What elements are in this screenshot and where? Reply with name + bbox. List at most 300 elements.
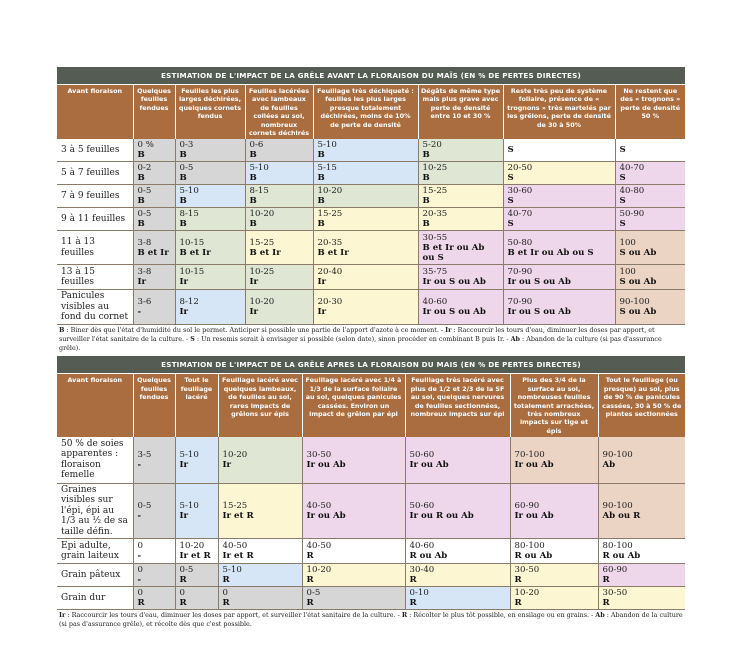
loss-percentage: 40-80 xyxy=(619,186,645,197)
column-header: Feuilles les plus larges déchirées, quelques cornets fendus xyxy=(175,85,245,139)
recommended-action: B xyxy=(422,173,430,184)
recommended-action: S xyxy=(619,173,626,184)
loss-percentage: 8-15 xyxy=(249,186,269,197)
table-cell xyxy=(313,139,418,162)
recommended-action: B xyxy=(137,196,145,207)
table-cell xyxy=(405,564,510,587)
recommended-action: Ir xyxy=(179,510,189,521)
table-cell xyxy=(245,265,313,290)
loss-percentage: 20-50 xyxy=(507,163,533,174)
table-cell xyxy=(218,539,302,564)
row-label: 13 à 15 feuilles xyxy=(57,265,133,290)
recommended-action: R xyxy=(306,575,314,586)
table-cell xyxy=(313,265,418,290)
row-label: 50 % de soies apparentes : floraison femelle xyxy=(57,437,133,483)
loss-percentage: 5-10 xyxy=(222,565,242,576)
header-row xyxy=(57,85,685,139)
loss-percentage: 0 xyxy=(137,565,143,576)
loss-percentage: 0 xyxy=(179,588,185,599)
column-header: Tout le feuillage lacéré xyxy=(175,374,218,437)
column-header: Avant floraison xyxy=(57,85,133,139)
loss-percentage: 20-30 xyxy=(317,297,343,308)
recommended-action: Ir et R xyxy=(222,551,254,562)
table-cell xyxy=(405,483,510,539)
footnote-legend xyxy=(57,610,685,630)
recommended-action: Ir xyxy=(179,277,189,288)
recommended-action: B xyxy=(422,150,430,161)
table-cell xyxy=(510,587,598,610)
table-cell xyxy=(418,185,503,208)
loss-percentage: 40-50 xyxy=(306,500,332,511)
legend-key: R xyxy=(401,611,408,620)
recommended-action: Ir ou S ou Ab xyxy=(422,307,486,318)
legend-key: S xyxy=(190,334,195,343)
loss-percentage: 10-20 xyxy=(249,209,275,220)
loss-percentage: 30-50 xyxy=(602,588,628,599)
recommended-action: S ou Ab xyxy=(619,277,657,288)
loss-percentage: 50-90 xyxy=(619,209,645,220)
table-cell xyxy=(615,208,685,231)
table-cell xyxy=(503,231,615,265)
recommended-action: R xyxy=(306,598,314,609)
loss-percentage: 80-100 xyxy=(602,541,633,552)
table-cell xyxy=(510,539,598,564)
loss-percentage: 5-10 xyxy=(179,186,199,197)
loss-percentage: 40-60 xyxy=(409,541,435,552)
recommended-action: - xyxy=(137,459,142,470)
column-header: Reste très peu de système foliaire, présence de « trognons » très martelés par les grêlons, perte de densité de 30 à 50% xyxy=(503,85,615,139)
recommended-action: S xyxy=(619,219,626,230)
table-cell xyxy=(510,437,598,483)
row-label: 9 à 11 feuilles xyxy=(57,208,133,231)
loss-percentage: 0-5 xyxy=(179,163,194,174)
loss-percentage: 3-8 xyxy=(137,267,152,278)
column-header: Quelques feuilles fendues xyxy=(133,85,175,139)
recommended-action: B xyxy=(179,173,187,184)
table-cell xyxy=(133,265,175,290)
column-header: Quelques feuilles fendues xyxy=(133,374,175,437)
table-cell xyxy=(133,185,175,208)
row-label: 11 à 13 feuilles xyxy=(57,231,133,265)
recommended-action: B xyxy=(137,173,145,184)
loss-percentage: 3-6 xyxy=(137,297,152,308)
table-cell xyxy=(615,290,685,325)
table-cell xyxy=(218,437,302,483)
recommended-action: R xyxy=(602,598,610,609)
table-cell xyxy=(175,185,245,208)
recommended-action: R xyxy=(602,575,610,586)
recommended-action: Ir ou Ab xyxy=(306,510,346,521)
recommended-action: B xyxy=(249,196,257,207)
loss-percentage: 10-20 xyxy=(306,565,332,576)
table-row xyxy=(57,162,685,185)
table-cell xyxy=(245,185,313,208)
recommended-action: R xyxy=(222,598,230,609)
loss-percentage: 50-60 xyxy=(409,449,435,460)
recommended-action: - xyxy=(137,575,142,586)
table-row xyxy=(57,483,685,539)
loss-percentage: 30-55 xyxy=(422,232,448,243)
loss-percentage: 0 xyxy=(137,588,143,599)
loss-percentage: 3-5 xyxy=(137,449,152,460)
table-row xyxy=(57,437,685,483)
loss-percentage: 0 % xyxy=(137,140,154,151)
table-cell xyxy=(245,231,313,265)
recommended-action: Ir ou Ab xyxy=(514,510,554,521)
table-cell xyxy=(405,539,510,564)
loss-percentage: 30-50 xyxy=(306,449,332,460)
table-cell xyxy=(503,208,615,231)
recommended-action: S xyxy=(507,173,514,184)
table-cell xyxy=(302,483,405,539)
loss-percentage: 0 xyxy=(222,588,228,599)
table-cell xyxy=(418,231,503,265)
table-cell xyxy=(133,162,175,185)
row-label: 7 à 9 feuilles xyxy=(57,185,133,208)
table-cell xyxy=(245,139,313,162)
recommended-action: B xyxy=(249,219,257,230)
recommended-action: Ir ou S ou Ab xyxy=(507,307,571,318)
row-label: Epi adulte, grain laiteux xyxy=(57,539,133,564)
table-cell xyxy=(175,483,218,539)
recommended-action: R xyxy=(514,598,522,609)
row-label: 3 à 5 feuilles xyxy=(57,139,133,162)
loss-percentage: 10-20 xyxy=(514,588,540,599)
table-cell xyxy=(245,162,313,185)
loss-percentage: 0-5 xyxy=(306,588,321,599)
row-label: 5 à 7 feuilles xyxy=(57,162,133,185)
recommended-action: B xyxy=(317,219,325,230)
table-row xyxy=(57,265,685,290)
legend-key: Ir xyxy=(445,325,452,334)
loss-percentage: 30-60 xyxy=(507,186,533,197)
legend-text: : Un resemis serait à envisager si possible (selon date), sinon procéder en combinant B puis Ir. - xyxy=(194,334,511,343)
table-cell xyxy=(175,539,218,564)
table-cell xyxy=(175,290,245,325)
loss-percentage: 5-10 xyxy=(179,449,199,460)
loss-percentage: 10-20 xyxy=(179,541,205,552)
loss-percentage: 30-40 xyxy=(409,565,435,576)
table-cell xyxy=(133,539,175,564)
loss-percentage: 15-25 xyxy=(249,237,275,248)
recommended-action: Ir xyxy=(317,307,327,318)
loss-percentage: 30-50 xyxy=(514,565,540,576)
table-cell xyxy=(302,587,405,610)
table-cell xyxy=(133,437,175,483)
loss-percentage: 100 xyxy=(619,237,636,248)
table-cell xyxy=(175,208,245,231)
document-body xyxy=(57,67,685,630)
recommended-action: S ou Ab xyxy=(619,307,657,318)
loss-percentage: 90-100 xyxy=(602,449,633,460)
loss-percentage: 15-25 xyxy=(222,500,248,511)
recommended-action: - xyxy=(137,510,142,521)
recommended-action: S ou Ab xyxy=(619,247,657,258)
table-cell xyxy=(175,265,245,290)
recommended-action: S xyxy=(507,196,514,207)
loss-percentage: 5-10 xyxy=(317,140,337,151)
table-cell xyxy=(133,139,175,162)
data-table xyxy=(57,374,685,610)
row-label: Panicules visibles au fond du cornet xyxy=(57,290,133,325)
legend-text: : Biner dès que l'état d'humidité du sol le permet. Anticiper si possible une partie de l'apport d'azote à ce moment. - xyxy=(64,325,446,334)
loss-percentage: 0-5 xyxy=(137,209,152,220)
loss-percentage: 40-50 xyxy=(306,541,332,552)
recommended-action: R xyxy=(409,598,417,609)
loss-percentage: 90-100 xyxy=(619,297,650,308)
recommended-action: Ir xyxy=(222,459,232,470)
recommended-action: S xyxy=(507,219,514,230)
recommended-action: Ir ou S ou Ab xyxy=(507,277,571,288)
loss-percentage: 100 xyxy=(619,267,636,278)
recommended-action: Ir ou Ab xyxy=(409,459,449,470)
legend-key: Ir xyxy=(59,611,66,620)
table-row xyxy=(57,231,685,265)
table-cell xyxy=(175,564,218,587)
recommended-action: B xyxy=(249,150,257,161)
table-cell xyxy=(302,437,405,483)
table-cell xyxy=(313,162,418,185)
column-header: Feuillage lacéré avec 1/4 à 1/3 de la surface foliaire au sol, quelques panicules cassées. Environ un impact de grêlon par épi xyxy=(302,374,405,437)
table-cell xyxy=(218,587,302,610)
recommended-action: R xyxy=(137,598,145,609)
table-cell xyxy=(598,564,685,587)
recommended-action: - xyxy=(137,551,142,562)
table-row xyxy=(57,564,685,587)
recommended-action: B xyxy=(137,219,145,230)
row-label: Grain pâteux xyxy=(57,564,133,587)
loss-percentage: 15-25 xyxy=(422,186,448,197)
table-cell xyxy=(133,564,175,587)
legend-text: : Raccourcir les tours d'eau, diminuer les doses par apport, et surveiller l'état sanitaire de la culture. - xyxy=(65,611,402,620)
recommended-action: B xyxy=(137,150,145,161)
recommended-action: Ir ou Ab xyxy=(306,459,346,470)
loss-percentage: 20-40 xyxy=(317,267,343,278)
loss-percentage: 50-60 xyxy=(409,500,435,511)
loss-percentage: 5-10 xyxy=(249,163,269,174)
recommended-action: B xyxy=(317,173,325,184)
table-cell xyxy=(598,587,685,610)
recommended-action: Ir xyxy=(179,307,189,318)
column-header: Feuilles lacérées avec lambeaux de feuilles collées au sol, nombreux cornets déchirés xyxy=(245,85,313,139)
loss-percentage: 40-60 xyxy=(422,297,448,308)
loss-percentage: 8-12 xyxy=(179,297,199,308)
table-cell xyxy=(503,290,615,325)
column-header: Feuillage lacéré avec quelques lambeaux, de feuilles au sol, rares impacts de grêlons sur épis xyxy=(218,374,302,437)
recommended-action: B xyxy=(249,173,257,184)
table-cell xyxy=(615,139,685,162)
loss-percentage: 10-25 xyxy=(422,163,448,174)
table-cell xyxy=(598,437,685,483)
recommended-action: - xyxy=(137,307,142,318)
table-cell xyxy=(133,483,175,539)
table-cell xyxy=(175,162,245,185)
loss-percentage: 10-20 xyxy=(249,297,275,308)
table-cell xyxy=(302,564,405,587)
row-label: Graines visibles sur l'épi, épi au 1/3 au ½ de sa taille défin. xyxy=(57,483,133,539)
table-cell xyxy=(175,231,245,265)
table-cell xyxy=(405,587,510,610)
table-cell xyxy=(503,139,615,162)
table-cell xyxy=(503,265,615,290)
table-cell xyxy=(418,208,503,231)
recommended-action: B xyxy=(317,150,325,161)
table-cell xyxy=(218,564,302,587)
table-row xyxy=(57,185,685,208)
table-cell xyxy=(175,139,245,162)
table-cell xyxy=(615,185,685,208)
legend-key: Ab xyxy=(595,611,605,620)
hail-impact-after-flowering-table xyxy=(57,356,685,629)
loss-percentage: 90-100 xyxy=(602,500,633,511)
table-cell xyxy=(615,162,685,185)
recommended-action: R ou Ab xyxy=(602,551,641,562)
recommended-action: B et Ir xyxy=(249,247,281,258)
recommended-action: R xyxy=(306,551,314,562)
loss-percentage: 5-15 xyxy=(317,163,337,174)
loss-percentage: 0-5 xyxy=(137,500,152,511)
table-row xyxy=(57,290,685,325)
recommended-action: Ir xyxy=(317,277,327,288)
table-cell xyxy=(245,290,313,325)
table-row xyxy=(57,208,685,231)
loss-percentage: 0-5 xyxy=(137,186,152,197)
legend-text: : Abandon de la culture (si pas d'assurance grêle). xyxy=(59,334,662,352)
table-cell xyxy=(313,290,418,325)
recommended-action: B xyxy=(317,196,325,207)
table-cell xyxy=(418,265,503,290)
table-cell xyxy=(133,231,175,265)
table-cell xyxy=(245,208,313,231)
table-cell xyxy=(615,265,685,290)
loss-percentage: 10-15 xyxy=(179,267,205,278)
table-title: ESTIMATION DE L'IMPACT DE LA GRÊLE AVANT LA FLORAISON DU MAÏS (EN % DE PERTES DIRECTES) xyxy=(57,67,685,85)
loss-percentage: 40-70 xyxy=(507,209,533,220)
recommended-action: S xyxy=(507,145,514,156)
legend-key: B xyxy=(59,325,65,334)
header-row xyxy=(57,374,685,437)
recommended-action: Ir et R xyxy=(222,510,254,521)
recommended-action: B et Ir ou Ab ou S xyxy=(507,247,594,258)
table-cell xyxy=(615,231,685,265)
loss-percentage: 40-50 xyxy=(222,541,248,552)
loss-percentage: 20-35 xyxy=(422,209,448,220)
loss-percentage: 0-2 xyxy=(137,163,152,174)
recommended-action: B xyxy=(422,219,430,230)
recommended-action: R xyxy=(514,575,522,586)
recommended-action: Ab ou R xyxy=(602,510,641,521)
table-cell xyxy=(133,587,175,610)
table-cell xyxy=(418,290,503,325)
recommended-action: Ir xyxy=(137,277,147,288)
column-header: Dégâts de même type mais plus grave avec perte de densité entre 10 et 30 % xyxy=(418,85,503,139)
table-cell xyxy=(510,564,598,587)
recommended-action: B et Ir ou Ab ou S xyxy=(422,242,485,263)
loss-percentage: 70-90 xyxy=(507,297,533,308)
loss-percentage: 70-100 xyxy=(514,449,545,460)
loss-percentage: 50-80 xyxy=(507,237,533,248)
loss-percentage: 0 xyxy=(137,541,143,552)
table-cell xyxy=(175,437,218,483)
loss-percentage: 0-5 xyxy=(179,565,194,576)
table-title: ESTIMATION DE L'IMPACT DE LA GRÊLE APRES LA FLORAISON DU MAIS (EN % DE PERTES DIRECTES) xyxy=(57,356,685,374)
loss-percentage: 8-15 xyxy=(179,209,199,220)
footnote-legend xyxy=(57,325,685,353)
loss-percentage: 10-20 xyxy=(317,186,343,197)
column-header: Plus des 3/4 de la surface au sol, nombreuses feuilles totalement arrachées, très nombreux impacts sur tige et épis xyxy=(510,374,598,437)
column-header: Feuillage très lacéré avec plus de 1/2 et 2/3 de la SF au sol, quelques nervures de feuilles sectionnées, nombreux impacts sur épi xyxy=(405,374,510,437)
column-header: Ne restent que des « trognons » perte de densité 50 % xyxy=(615,85,685,139)
legend-text: : Raccourcir les tours d'eau, diminuer les doses par apport, et surveiller l'état sanitaire de la culture. - xyxy=(59,325,655,343)
table-row xyxy=(57,587,685,610)
loss-percentage: 0-10 xyxy=(409,588,429,599)
table-cell xyxy=(302,539,405,564)
table-cell xyxy=(133,208,175,231)
loss-percentage: 15-25 xyxy=(317,209,343,220)
column-header: Avant floraison xyxy=(57,374,133,437)
loss-percentage: 10-25 xyxy=(249,267,275,278)
table-cell xyxy=(175,587,218,610)
recommended-action: S xyxy=(619,196,626,207)
table-row xyxy=(57,139,685,162)
recommended-action: B xyxy=(179,196,187,207)
recommended-action: Ab xyxy=(602,459,616,470)
table-cell xyxy=(313,231,418,265)
recommended-action: B xyxy=(422,196,430,207)
loss-percentage: 10-15 xyxy=(179,237,205,248)
table-cell xyxy=(405,437,510,483)
table-cell xyxy=(313,208,418,231)
table-cell xyxy=(418,139,503,162)
loss-percentage: 0-6 xyxy=(249,140,264,151)
recommended-action: Ir ou R ou Ab xyxy=(409,510,474,521)
recommended-action: Ir ou S ou Ab xyxy=(422,277,486,288)
loss-percentage: 20-35 xyxy=(317,237,343,248)
loss-percentage: 10-20 xyxy=(222,449,248,460)
recommended-action: B et Ir xyxy=(317,247,349,258)
recommended-action: R xyxy=(179,575,187,586)
loss-percentage: 3-8 xyxy=(137,237,152,248)
table-cell xyxy=(598,539,685,564)
loss-percentage: 70-90 xyxy=(507,267,533,278)
loss-percentage: 80-100 xyxy=(514,541,545,552)
recommended-action: B et Ir xyxy=(179,247,211,258)
column-header: Tout le feuillage (ou presque) au sol, plus de 90 % de panicules cassées, 30 à 50 % de plantes sectionnées xyxy=(598,374,685,437)
table-cell xyxy=(313,185,418,208)
hail-impact-before-flowering-table xyxy=(57,67,685,353)
loss-percentage: 5-20 xyxy=(422,140,442,151)
recommended-action: Ir ou Ab xyxy=(514,459,554,470)
recommended-action: S xyxy=(619,145,626,156)
table-cell xyxy=(218,483,302,539)
recommended-action: R ou Ab xyxy=(514,551,553,562)
recommended-action: B et Ir xyxy=(137,247,169,258)
legend-text: : Récolter le plus tôt possible, en ensilage ou en grains. - xyxy=(407,611,596,620)
recommended-action: B xyxy=(179,150,187,161)
recommended-action: R ou Ab xyxy=(409,551,448,562)
recommended-action: Ir xyxy=(249,277,259,288)
recommended-action: R xyxy=(179,598,187,609)
table-cell xyxy=(598,483,685,539)
row-label: Grain dur xyxy=(57,587,133,610)
table-cell xyxy=(503,162,615,185)
loss-percentage: 40-70 xyxy=(619,163,645,174)
loss-percentage: 0-3 xyxy=(179,140,194,151)
column-header: Feuillage très déchiqueté : feuilles les plus larges presque totalement déchirées, moins de 10% de perte de densité xyxy=(313,85,418,139)
recommended-action: Ir xyxy=(249,307,259,318)
recommended-action: Ir xyxy=(179,459,189,470)
recommended-action: B xyxy=(179,219,187,230)
